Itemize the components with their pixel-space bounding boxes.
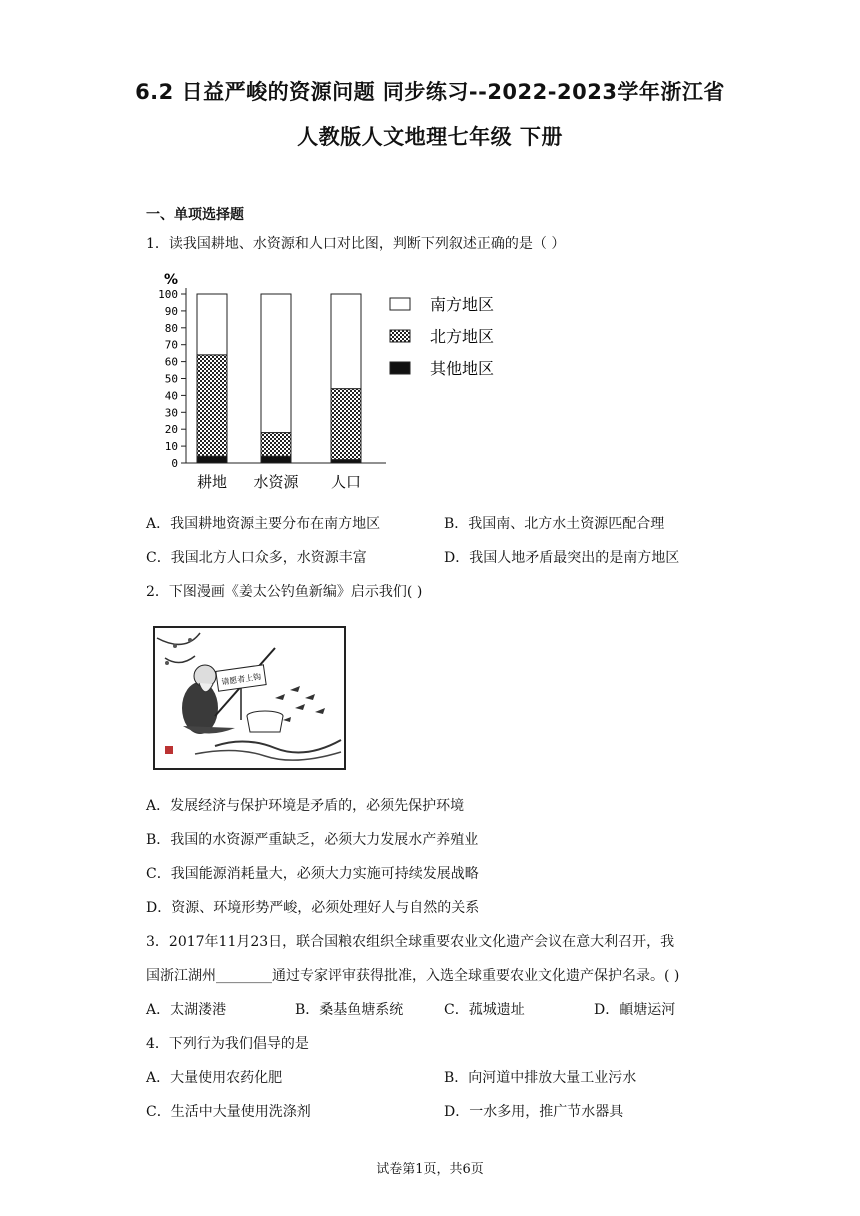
section-title: 一、单项选择题 <box>146 207 244 223</box>
legend-label: 南方地区 <box>430 295 495 314</box>
q4-option-b[interactable]: B．向河道中排放大量工业污水 <box>444 1070 637 1086</box>
q2-option-c[interactable]: C．我国能源消耗量大，必须大力实施可持续发展战略 <box>146 866 479 882</box>
question-1-stem: 1．读我国耕地、水资源和人口对比图，判断下列叙述正确的是（ ） <box>146 236 566 252</box>
y-tick-label: 0 <box>171 457 178 470</box>
x-tick-label: 耕地 <box>196 473 228 491</box>
y-tick-label: 80 <box>164 321 178 335</box>
q4-option-c[interactable]: C．生活中大量使用洗涤剂 <box>146 1104 311 1120</box>
bar-segment <box>197 456 227 463</box>
q2-option-a[interactable]: A．发展经济与保护环境是矛盾的，必须先保护环境 <box>146 798 465 814</box>
y-tick-label: 30 <box>164 406 178 420</box>
bar-segment <box>197 355 227 456</box>
question-4-stem: 4．下列行为我们倡导的是 <box>146 1036 309 1052</box>
legend-swatch <box>390 298 410 310</box>
question-3-stem-line-1: 3．2017年11月23日，联合国粮农组织全球重要农业文化遗产会议在意大利召开，我 <box>146 934 675 950</box>
question-3-stem-line-2: 国浙江湖州________通过专家评审获得批准，入选全球重要农业文化遗产保护名录。( ) <box>146 968 680 984</box>
q1-option-c[interactable]: C．我国北方人口众多，水资源丰富 <box>146 550 367 566</box>
question-2-stem: 2．下图漫画《姜太公钓鱼新编》启示我们( ) <box>146 584 423 600</box>
bar-segment <box>261 433 291 457</box>
bar-segment <box>331 389 361 460</box>
q4-option-d[interactable]: D．一水多用，推广节水器具 <box>444 1104 624 1120</box>
cartoon-sign-text: 请愿者上钩 <box>220 672 262 687</box>
q1-option-b[interactable]: B．我国南、北方水土资源匹配合理 <box>444 516 665 532</box>
q3-option-a[interactable]: A．太湖溇港 <box>146 1002 227 1018</box>
legend-label: 北方地区 <box>430 327 495 346</box>
title-line-2: 人教版人文地理七年级 下册 <box>297 125 563 149</box>
x-tick-label: 人口 <box>330 473 362 491</box>
bar-segment <box>331 294 361 389</box>
legend-swatch <box>390 330 410 342</box>
q1-option-d[interactable]: D．我国人地矛盾最突出的是南方地区 <box>444 550 680 566</box>
q3-option-d[interactable]: D．頔塘运河 <box>594 1002 676 1018</box>
q2-option-b[interactable]: B．我国的水资源严重缺乏，必须大力发展水产养殖业 <box>146 832 479 848</box>
q4-option-a[interactable]: A．大量使用农药化肥 <box>146 1070 283 1086</box>
q1-option-a[interactable]: A．我国耕地资源主要分布在南方地区 <box>146 516 381 532</box>
bar-chart <box>146 266 516 494</box>
y-tick-label: 50 <box>164 372 178 386</box>
q3-option-c[interactable]: C．菰城遗址 <box>444 1002 525 1018</box>
bar-segment <box>261 456 291 463</box>
q3-option-b[interactable]: B．桑基鱼塘系统 <box>295 1002 404 1018</box>
y-tick-label: 60 <box>164 355 178 369</box>
bar-segment <box>331 460 361 463</box>
cartoon-image <box>153 626 346 770</box>
y-tick-label: 40 <box>164 389 178 403</box>
y-tick-label: 20 <box>164 423 178 437</box>
page-footer: 试卷第1页，共6页 <box>376 1162 484 1177</box>
bar-segment <box>261 294 291 433</box>
legend-swatch <box>390 362 410 374</box>
bar-segment <box>197 294 227 355</box>
y-tick-label: 10 <box>164 440 178 454</box>
title-line-1: 6.2 日益严峻的资源问题 同步练习--2022-2023学年浙江省 <box>135 80 725 104</box>
y-axis-label: % <box>164 272 179 288</box>
y-tick-label: 90 <box>164 304 178 318</box>
x-tick-label: 水资源 <box>253 473 299 491</box>
legend-label: 其他地区 <box>430 359 495 378</box>
q2-option-d[interactable]: D．资源、环境形势严峻，必须处理好人与自然的关系 <box>146 900 480 916</box>
y-tick-label: 70 <box>164 338 178 352</box>
y-tick-label: 100 <box>158 288 178 301</box>
